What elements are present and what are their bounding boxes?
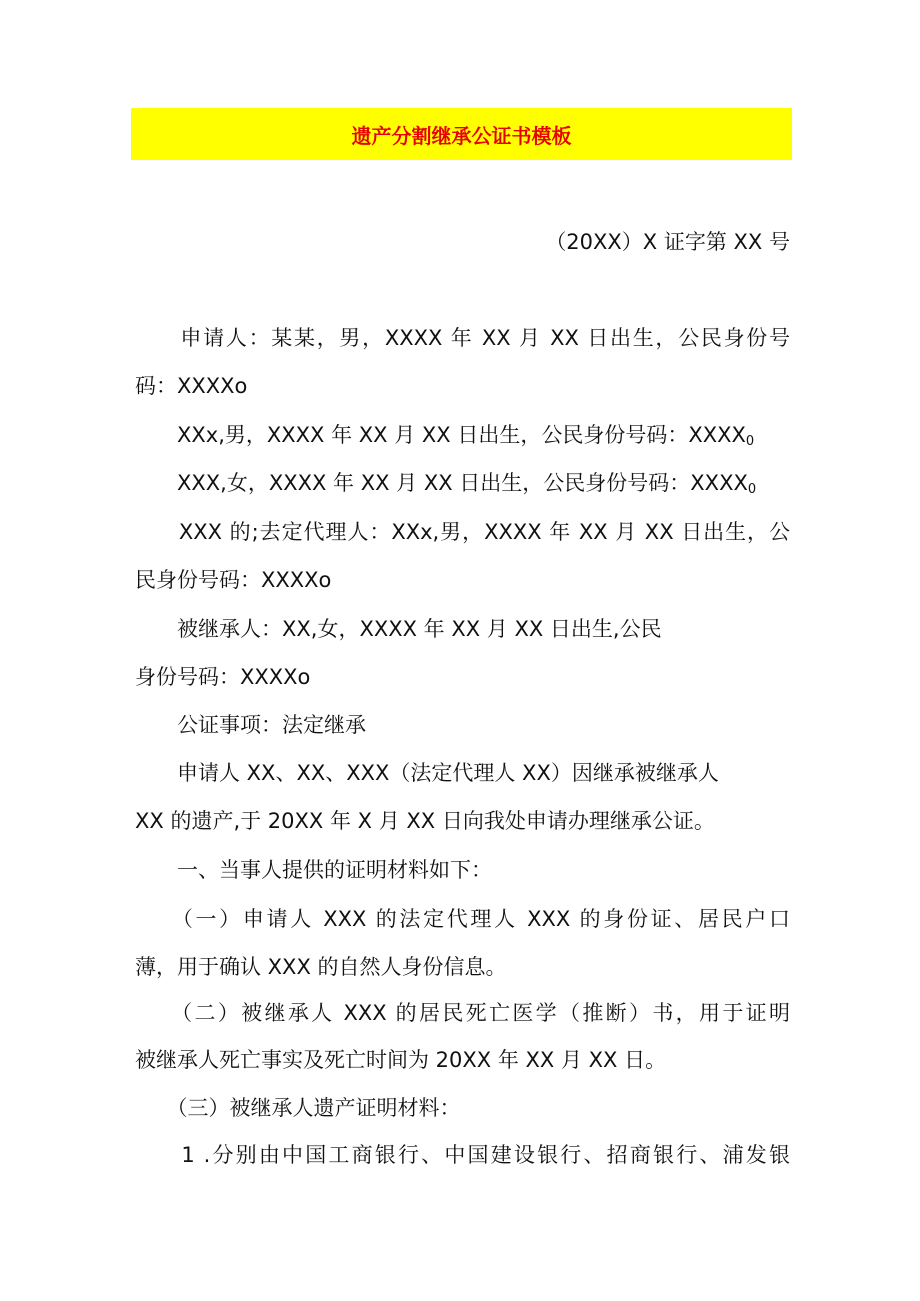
document-title: 遗产分割继承公证书模板 [351, 123, 572, 148]
paragraph-line [135, 420, 790, 457]
paragraph-line: XX 的遗产,于 20XX 年 X 月 XX 日向我处申请办理继承公证。 [135, 809, 715, 833]
paragraph-line-text: XXx,男，XXXX 年 XX 月 XX 日出生，公民身份号码：XXXX [135, 423, 746, 447]
paragraph-line: 公证事项：法定继承 [135, 713, 366, 737]
paragraph-line: 薄，用于确认 XXX 的自然人身份信息。 [135, 955, 507, 979]
paragraph-line: XXX 的;去定代理人：XXx,男，XXXX 年 XX 月 XX 日出生，公 [135, 520, 790, 544]
paragraph-line: （二）被继承人 XXX 的居民死亡医学（推断）书，用于证明 [135, 1001, 790, 1025]
title-banner [131, 108, 792, 160]
paragraph-line: （三）被继承人遗产证明材料： [135, 1096, 461, 1120]
paragraph-line: 申请人：某某，男，XXXX 年 XX 月 XX 日出生，公民身份号 [135, 326, 790, 350]
paragraph-line: 被继承人死亡事实及死亡时间为 20XX 年 XX 月 XX 日。 [135, 1048, 667, 1072]
document-number: （20XX）X 证字第 XX 号 [545, 230, 790, 254]
subscript-zero: 0 [745, 434, 755, 449]
paragraph-line: 一、当事人提供的证明材料如下： [135, 858, 492, 882]
paragraph-line: 身份号码：XXXXo [135, 665, 311, 689]
paragraph-line: （一）申请人 XXX 的法定代理人 XXX 的身份证、居民户口 [135, 907, 790, 931]
paragraph-line [135, 468, 790, 505]
paragraph-line: 码：XXXXo [135, 374, 248, 398]
paragraph-line-text: XXX,女，XXXX 年 XX 月 XX 日出生，公民身份号码：XXXX [135, 471, 748, 495]
paragraph-line: 1 .分别由中国工商银行、中国建设银行、招商银行、浦发银 [135, 1143, 790, 1167]
paragraph-line: 被继承人：XX,女，XXXX 年 XX 月 XX 日出生,公民 [135, 617, 662, 641]
subscript-zero: 0 [747, 482, 757, 497]
paragraph-line: 申请人 XX、XX、XXX（法定代理人 XX）因继承被继承人 [135, 761, 719, 785]
paragraph-line: 民身份号码：XXXXo [135, 568, 332, 592]
